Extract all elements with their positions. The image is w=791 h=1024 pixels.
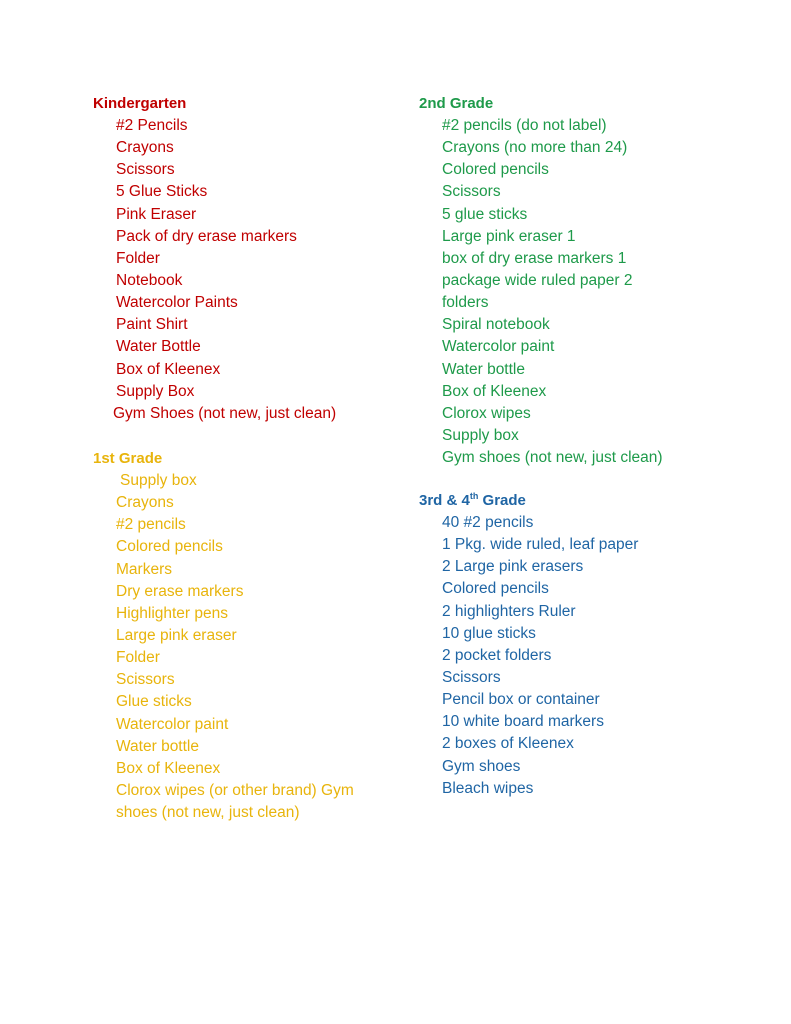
heading-prefix: 3rd & 4 [419,492,470,509]
second-grade-list [419,115,663,469]
list-item: Colored pencils [116,538,223,556]
list-item: Paint Shirt [116,316,188,334]
list-item: 2 pocket folders [442,646,552,664]
list-item: Clorox wipes (or other brand) Gym [116,781,354,799]
list-item: Gym shoes (not new, just clean) [442,449,663,467]
kindergarten-list [93,115,336,425]
list-item: 5 glue sticks [442,205,528,223]
list-item: Glue sticks [116,693,192,711]
third-fourth-grade-list [419,512,638,800]
list-item: Supply Box [116,382,195,400]
list-item: Scissors [116,161,175,179]
list-item: Folder [116,649,160,667]
list-item: Supply box [442,426,519,444]
list-item: Crayons (no more than 24) [442,139,628,157]
list-item: Scissors [442,668,501,686]
list-item: 10 glue sticks [442,624,536,642]
list-item: 10 white board markers [442,713,604,731]
list-item: Spiral notebook [442,316,550,334]
list-item: 5 Glue Sticks [116,183,208,201]
heading-suffix: Grade [478,492,526,509]
list-item: package wide ruled paper 2 [442,271,633,289]
list-item: Crayons [116,139,174,157]
list-item: Box of Kleenex [442,382,547,400]
list-item: Large pink eraser [116,626,237,644]
list-item: 2 boxes of Kleenex [442,735,574,753]
list-item: 40 #2 pencils [442,514,534,531]
list-item: Markers [116,560,172,578]
list-item: Watercolor Paints [116,294,238,312]
list-item: #2 Pencils [116,117,188,134]
list-item: Scissors [442,183,501,201]
third-fourth-grade-heading [419,490,638,512]
list-item: Box of Kleenex [116,360,221,378]
kindergarten-heading: Kindergarten [93,95,187,112]
first-grade-section [93,448,354,824]
list-item: Water bottle [442,360,525,378]
list-item: Dry erase markers [116,582,244,600]
list-item: #2 pencils [116,516,186,534]
list-item: Water bottle [116,737,199,755]
list-item: Watercolor paint [442,338,555,356]
list-item: #2 pencils (do not label) [442,117,607,134]
list-item: Watercolor paint [116,715,229,733]
kindergarten-section [93,93,336,425]
list-item: Colored pencils [442,161,549,179]
list-item: Large pink eraser 1 [442,227,576,245]
list-item: Water Bottle [116,338,201,356]
list-item: shoes (not new, just clean) [116,804,300,822]
second-grade-heading: 2nd Grade [419,95,494,112]
list-item: Notebook [116,271,183,289]
list-item: Scissors [116,671,175,689]
list-item: Gym shoes [442,757,521,775]
list-item: Supply box [120,472,197,489]
list-item: Bleach wipes [442,779,534,797]
list-item: 1 Pkg. wide ruled, leaf paper [442,536,639,554]
third-fourth-grade-section [419,490,638,800]
list-item: Pencil box or container [442,691,600,709]
list-item: folders [442,294,489,312]
list-item: Pack of dry erase markers [116,227,297,245]
second-grade-section [419,93,663,469]
list-item: Gym Shoes (not new, just clean) [113,404,337,422]
list-item: 2 highlighters Ruler [442,602,576,620]
list-item: Pink Eraser [116,205,197,223]
list-item: box of dry erase markers 1 [442,249,627,267]
list-item: Crayons [116,494,174,512]
list-item: Highlighter pens [116,604,229,622]
list-item: 2 Large pink erasers [442,558,584,576]
list-item: Colored pencils [442,580,549,598]
heading-superscript: th [469,491,479,501]
list-item: Folder [116,249,160,267]
first-grade-heading: 1st Grade [93,450,163,467]
first-grade-list [93,470,354,824]
list-item: Box of Kleenex [116,759,221,777]
list-item: Clorox wipes [442,404,531,422]
